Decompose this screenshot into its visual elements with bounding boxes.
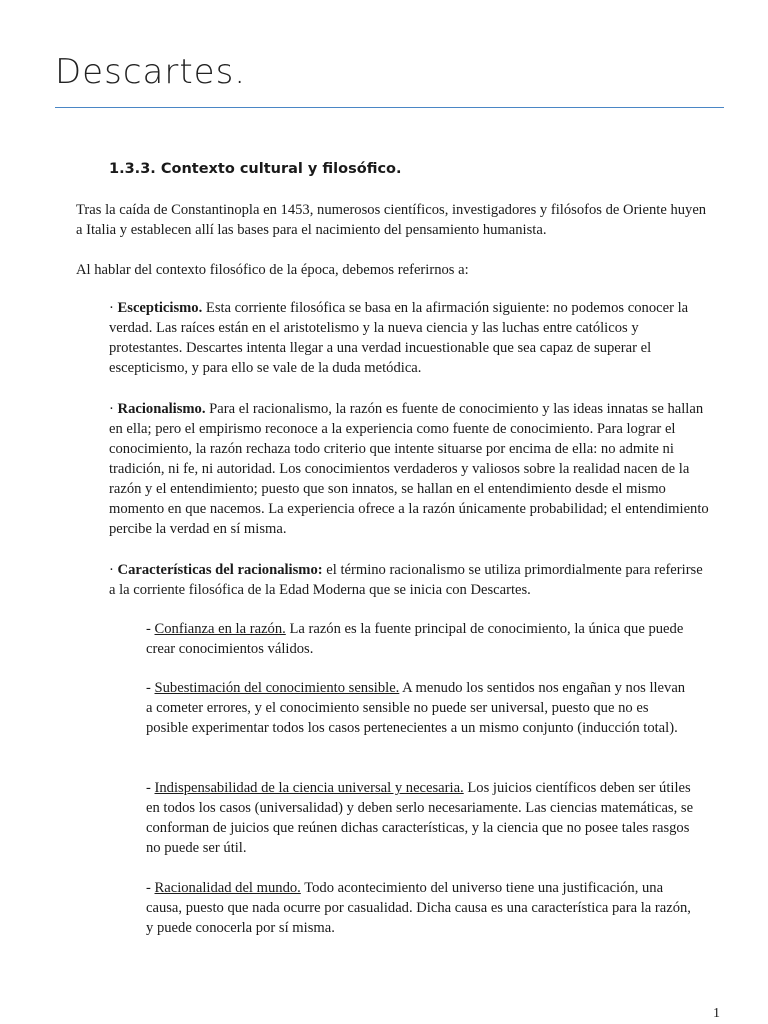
characteristic-subestimacion [146, 678, 686, 738]
characteristic-term: Subestimación del conocimiento sensible. [154, 680, 400, 696]
characteristic-text: Todo acontecimiento del universo tiene una justificación, una causa, puesto que nada ocurre por casualidad. Dicha causa es una característica para la razón, y puede conocerla por sí misma. [146, 880, 691, 936]
characteristic-confianza [146, 619, 686, 659]
dash-marker: - [146, 780, 155, 796]
bullet-marker: · [109, 401, 114, 417]
characteristic-term: Confianza en la razón. [154, 621, 286, 637]
dash-marker: - [146, 680, 155, 696]
bullet-marker: · [109, 300, 114, 316]
page-number: 1 [713, 1006, 720, 1021]
bullet-escepticismo [109, 298, 709, 378]
characteristic-text: Los juicios científicos deben ser útiles en todos los casos (universalidad) y deben serlo necesariamente. Las ciencias matemáticas, se conforman de juicios que reúnen dichas características, y la ciencia que no posee tales rasgos no puede ser útil. [146, 780, 694, 856]
bullet-term: Escepticismo. [117, 300, 203, 316]
bullet-term: Características del racionalismo: [117, 562, 323, 578]
title-divider [55, 107, 724, 108]
context-intro-paragraph: Al hablar del contexto filosófico de la época, debemos referirnos a: [76, 262, 469, 278]
characteristic-racionalidad [146, 878, 696, 938]
characteristic-indispensabilidad [146, 778, 696, 858]
bullet-text: Esta corriente filosófica se basa en la afirmación siguiente: no podemos conocer la verdad. Las raíces están en el aristotelismo y la nueva ciencia y las luchas entre católicos y protestantes. Descartes intenta llegar a una verdad incuestionable que sea capaz de superar el escepticismo, y para ello se vale de la duda metódica. [109, 300, 689, 376]
bullet-racionalismo [109, 399, 709, 539]
bullet-term: Racionalismo. [117, 401, 206, 417]
characteristic-term: Racionalidad del mundo. [154, 880, 301, 896]
bullet-text: Para el racionalismo, la razón es fuente de conocimiento y las ideas innatas se hallan en ella; pero el empirismo reconoce a la experiencia como fuente de conocimiento. Para lograr el conocimiento, la razón rechaza todo criterio que intente situarse por encima de ella: no admite ni tradición, ni fe, ni autoridad. Los conocimientos verdaderos y valiosos sobre la realidad nacen de la razón y el entendimiento; puesto que son innatos, se hallan en el entendimiento desde el mismo momento en que nacemos. La experiencia ofrece a la razón únicamente probabilidad; el entendimiento percibe la verdad en sí misma. [109, 401, 709, 537]
dash-marker: - [146, 880, 155, 896]
characteristic-text: La razón es la fuente principal de conocimiento, la única que puede crear conocimientos válidos. [146, 621, 684, 657]
dash-marker: - [146, 621, 155, 637]
document-title: Descartes. [55, 52, 247, 92]
characteristic-text: A menudo los sentidos nos engañan y nos llevan a cometer errores, y el conocimiento sensible no puede ser universal, puesto que no es posible experimentar todos los casos pertenecientes a un mismo conjunto (inducción total). [146, 680, 686, 736]
bullet-marker: · [109, 562, 114, 578]
intro-paragraph: Tras la caída de Constantinopla en 1453, numerosos científicos, investigadores y filósofos de Oriente huyen a Italia y establecen allí las bases para el nacimiento del pensamiento humanista. [76, 202, 707, 238]
bullet-caracteristicas [109, 560, 709, 600]
characteristic-term: Indispensabilidad de la ciencia universal y necesaria. [154, 780, 464, 796]
bullet-text: el término racionalismo se utiliza primordialmente para referirse a la corriente filosófica de la Edad Moderna que se inicia con Descartes. [109, 562, 703, 598]
section-heading: 1.3.3. Contexto cultural y filosófico. [109, 161, 402, 177]
